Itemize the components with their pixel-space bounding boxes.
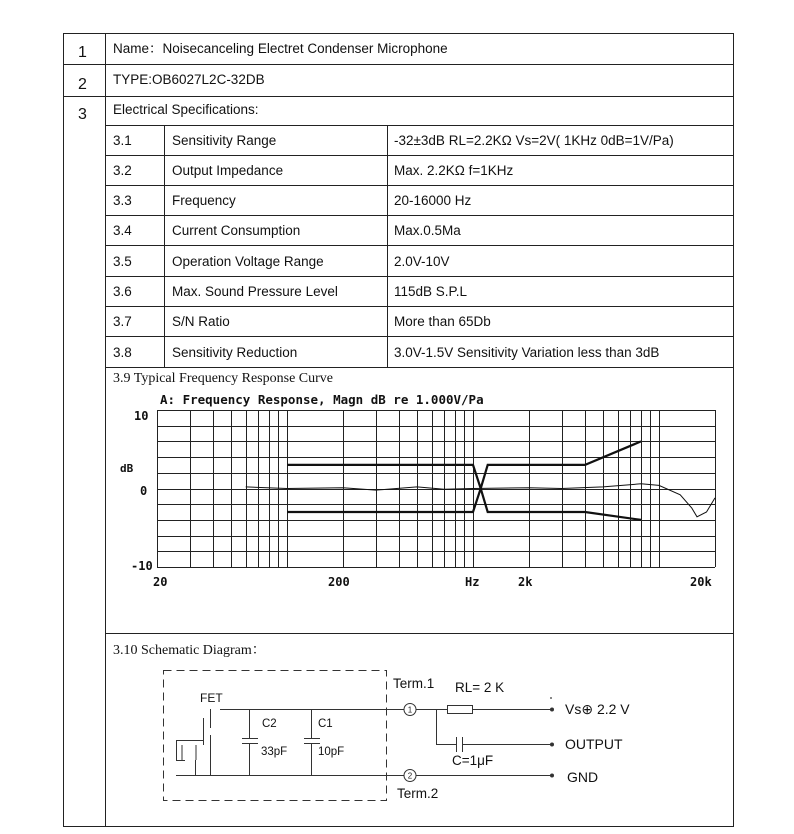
spec-id: 3.1 [113, 133, 132, 148]
c2-label: C2 [262, 718, 277, 730]
product-type: TYPE:OB6027L2C-32DB [113, 72, 265, 87]
x-tick-label: 2k [518, 575, 533, 589]
spec-name: Max. Sound Pressure Level [172, 284, 338, 299]
term1-label: Term.1 [393, 676, 435, 691]
y-unit-label: dB [120, 462, 134, 475]
spec-value: -32±3dB RL=2.2KΩ Vs=2V( 1KHz 0dB=1V/Pa) [394, 133, 674, 148]
c1-value: 10pF [318, 746, 345, 758]
spec-value: More than 65Db [394, 314, 491, 329]
product-name: Name：Noisecanceling Electret Condenser Microphone [113, 41, 448, 56]
spec-name: Sensitivity Reduction [172, 345, 298, 360]
spec-value: 3.0V-1.5V Sensitivity Variation less than 3dB [394, 345, 660, 360]
spec-name: Sensitivity Range [172, 133, 277, 148]
spec-name: Operation Voltage Range [172, 254, 324, 269]
x-axis-unit-label: Hz [465, 575, 480, 589]
spec-id: 3.6 [113, 284, 132, 299]
curve-header: A: Frequency Response, Magn dB re 1.000V/Pa [160, 392, 484, 407]
c1-label: C1 [318, 718, 333, 730]
output-label: OUTPUT [565, 736, 623, 752]
supply-voltage-label: Vs⊕ 2.2 V [565, 701, 630, 717]
spec-id: 3.4 [113, 223, 132, 238]
node-2-label: 2 [407, 771, 413, 781]
load-resistor-label: RL= 2 K [455, 680, 505, 695]
spec-value: Max.0.5Ma [394, 223, 461, 238]
node-1-label: 1 [407, 705, 413, 715]
row-number-3: 3 [78, 106, 87, 123]
gnd-label: GND [567, 769, 599, 785]
spec-id: 3.8 [113, 345, 132, 360]
spec-id: 3.3 [113, 193, 132, 208]
spec-name: Frequency [172, 193, 236, 208]
row-number-1: 1 [78, 44, 87, 61]
schematic-section-label: 3.10 Schematic Diagram： [113, 643, 266, 658]
term2-label: Term.2 [397, 786, 439, 801]
spec-id: 3.7 [113, 314, 132, 329]
fet-label: FET [200, 691, 223, 705]
x-tick-label: 20 [153, 575, 168, 589]
electrical-specs-heading: Electrical Specifications: [113, 102, 259, 117]
spec-value: Max. 2.2KΩ f=1KHz [394, 163, 514, 178]
spec-name: Output Impedance [172, 163, 284, 178]
y-tick-label: 0 [140, 484, 148, 498]
spec-value: 20-16000 Hz [394, 193, 472, 208]
x-tick-label: 20k [690, 575, 712, 589]
y-tick-label: 10 [134, 409, 149, 423]
spec-id: 3.2 [113, 163, 132, 178]
curve-section-label: 3.9 Typical Frequency Response Curve [113, 371, 333, 386]
x-tick-label: 200 [328, 575, 350, 589]
c2-value: 33pF [261, 746, 288, 758]
spec-id: 3.5 [113, 254, 132, 269]
coupling-capacitor-label: C=1μF [452, 753, 494, 768]
spec-name: S/N Ratio [172, 314, 230, 329]
spec-value: 115dB S.P.L [394, 284, 468, 299]
spec-name: Current Consumption [172, 223, 301, 238]
row-number-2: 2 [78, 76, 87, 93]
spec-value: 2.0V-10V [394, 254, 450, 269]
y-tick-label: -10 [131, 559, 153, 573]
